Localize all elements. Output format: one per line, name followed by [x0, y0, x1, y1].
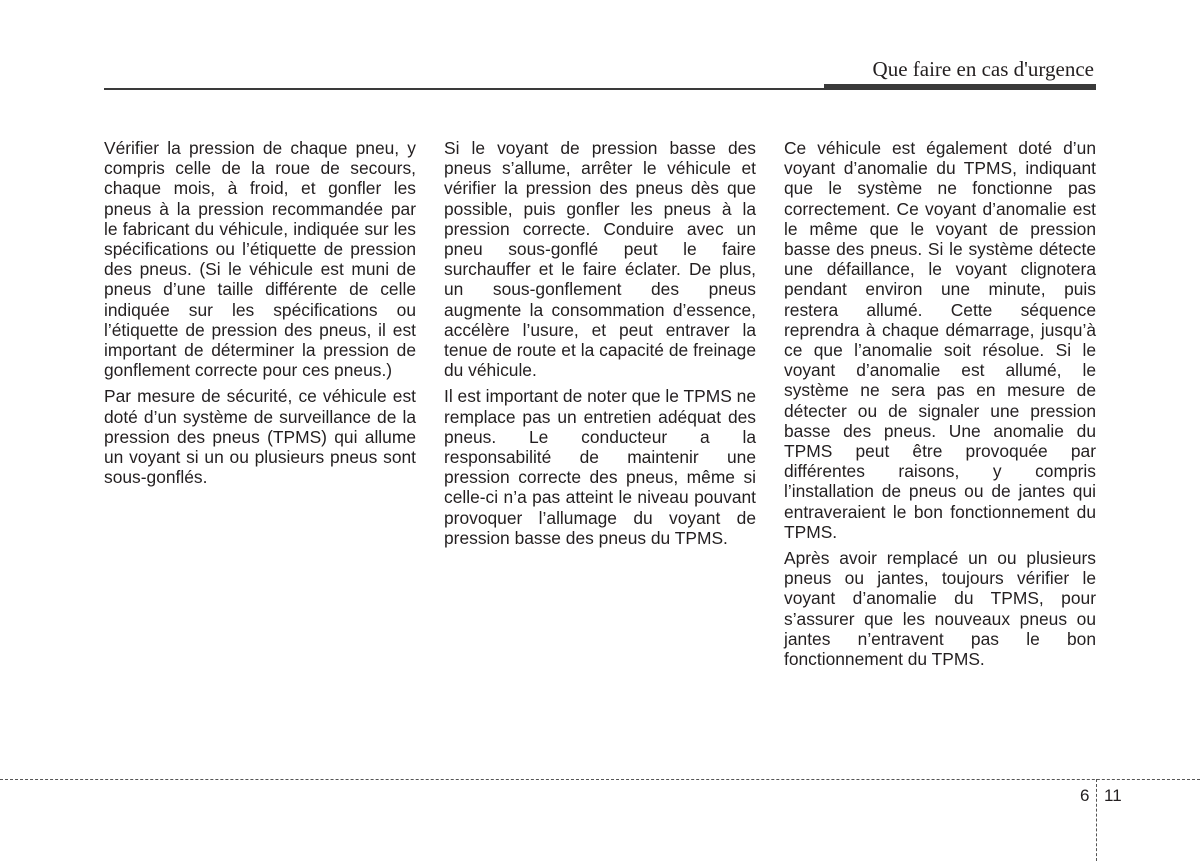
page-number: 11	[1104, 786, 1122, 805]
footer-divider	[1096, 779, 1097, 861]
text-column-3	[784, 138, 1096, 675]
paragraph: Ce véhicule est également doté d’un voyant d’anomalie du TPMS, indiquant que le système ne fonctionne pas correctement. Ce voyant d’anomalie est le même que le voyant de pression basse des pneus. Si le système détecte une défaillance, le voyant clignotera pendant environ une minute, puis restera allumé. Cette séquence reprendra à chaque démarrage, jusqu’à ce que l’anomalie soit résolue. Si le voyant d’anomalie est allumé, le système ne sera pas en mesure de détecter ou de signaler une pression basse des pneus. Une anomalie du TPMS peut être provoquée par différentes raisons, y compris l’installation de pneus ou de jantes qui entraveraient le bon fonctionnement du TPMS.	[784, 138, 1096, 542]
text-column-1	[104, 138, 416, 493]
footer-rule	[0, 779, 1200, 780]
paragraph: Il est important de noter que le TPMS ne remplace pas un entretien adéquat des pneus. Le conducteur a la responsabilité de maintenir une pression correcte des pneus, même si celle-ci n’a pas atteint le niveau pouvant provoquer l’allumage du voyant de pression basse des pneus du TPMS.	[444, 386, 756, 548]
header-rule	[104, 88, 824, 90]
chapter-title: Que faire en cas d'urgence	[872, 57, 1094, 81]
paragraph: Après avoir remplacé un ou plusieurs pneus ou jantes, toujours vérifier le voyant d’anomalie du TPMS, pour s’assurer que les nouveaux pneus ou jantes n’entravent pas le bon fonctionnement du TPMS.	[784, 548, 1096, 670]
text-column-2	[444, 138, 756, 554]
header-rule-accent	[824, 84, 1096, 90]
paragraph: Si le voyant de pression basse des pneus s’allume, arrêter le véhicule et vérifier la pression des pneus dès que possible, puis gonfler les pneus à la pression correcte. Conduire avec un pneu sous-gonflé peut le faire surchauffer et le faire éclater. De plus, un sous-gonflement des pneus augmente la consommation d’essence, accélère l’usure, et peut entraver la tenue de route et la capacité de freinage du véhicule.	[444, 138, 756, 381]
chapter-number: 6	[1080, 786, 1090, 805]
paragraph: Par mesure de sécurité, ce véhicule est doté d’un système de surveillance de la pression des pneus (TPMS) qui allume un voyant si un ou plusieurs pneus sont sous-gonflés.	[104, 386, 416, 488]
paragraph: Vérifier la pression de chaque pneu, y compris celle de la roue de secours, chaque mois, à froid, et gonfler les pneus à la pression recommandée par le fabricant du véhicule, indiquée sur les spécifications ou l’étiquette de pression des pneus. (Si le véhicule est muni de pneus d’une taille différente de celle indiquée sur les spécifications ou l’étiquette de pression des pneus, il est important de déterminer la pression de gonflement correcte pour ces pneus.)	[104, 138, 416, 381]
